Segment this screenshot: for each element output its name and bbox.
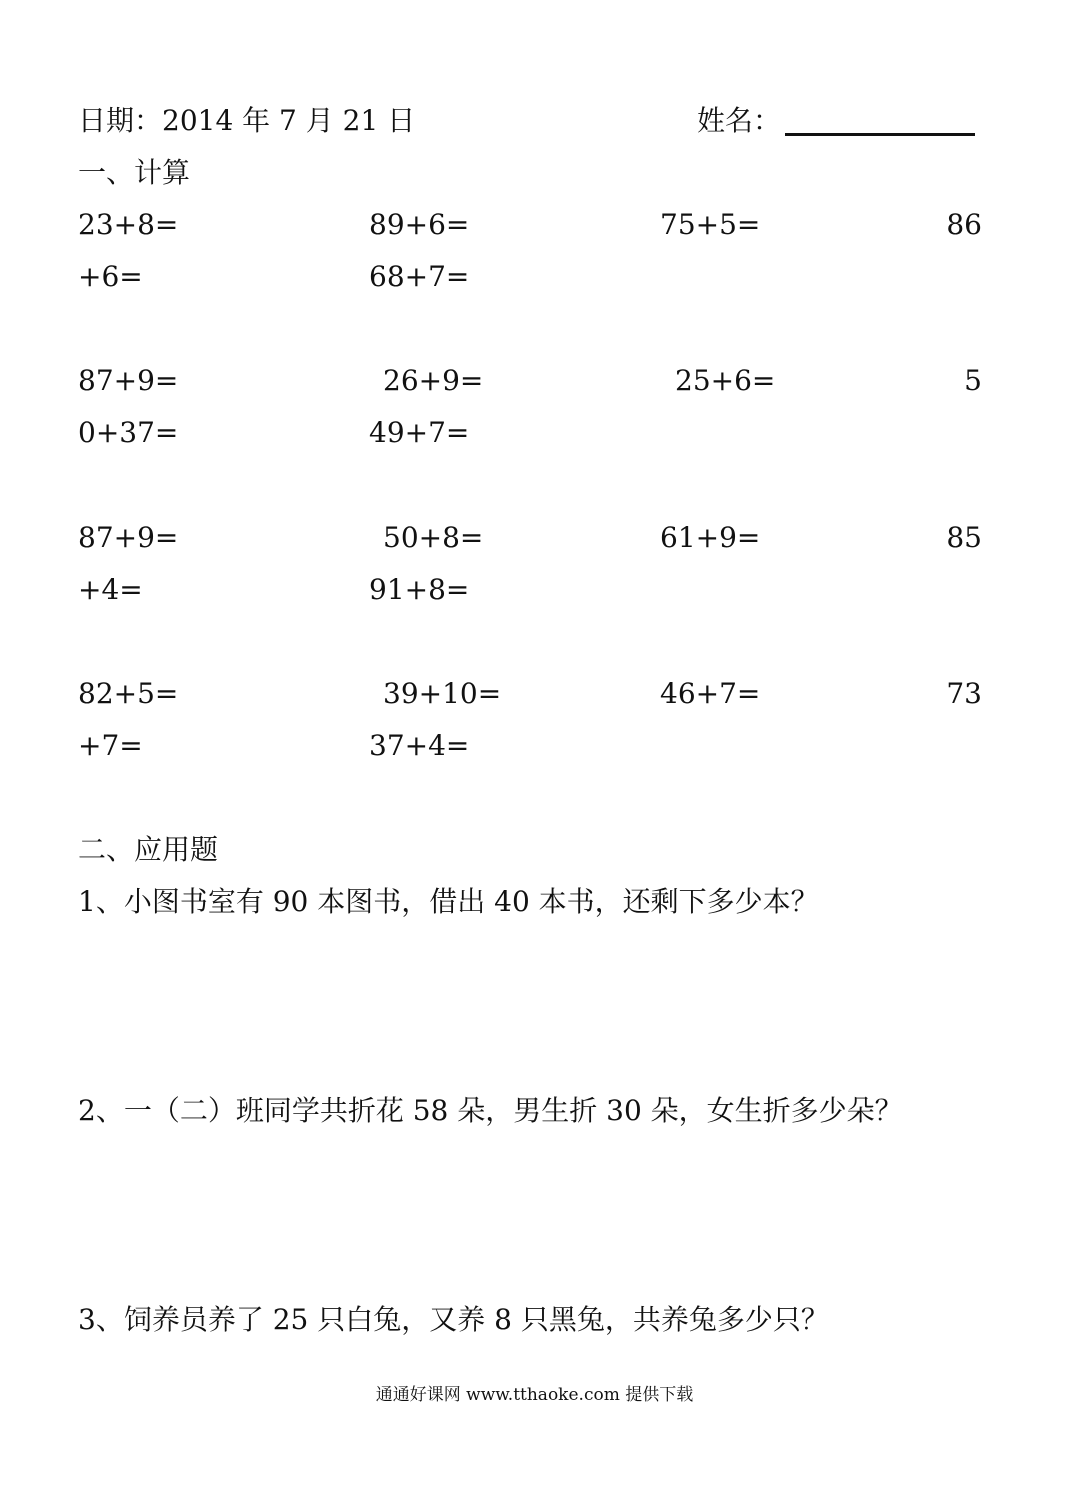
word-problem-3: 3、饲养员养了 25 只白兔，又养 8 只黑兔，共养兔多少只？	[78, 1303, 829, 1336]
calc-problem-wrap-end: +4=	[78, 573, 143, 606]
name-blank-line[interactable]	[785, 133, 975, 136]
calc-problem: 23+8=	[78, 208, 179, 241]
calc-problem-wrap-end: +6=	[78, 260, 143, 293]
calc-problem: 50+8=	[383, 521, 484, 554]
calc-problem: 49+7=	[369, 416, 470, 449]
calc-problem: 87+9=	[78, 364, 179, 397]
calc-problem: 91+8=	[369, 573, 470, 606]
name-label: 姓名：	[697, 104, 782, 137]
calc-problem: 87+9=	[78, 521, 179, 554]
section-calculation-title: 一、计算	[78, 156, 191, 189]
calc-problem: 68+7=	[369, 260, 470, 293]
calc-problem: 37+4=	[369, 729, 470, 762]
word-problem-2: 2、一（二）班同学共折花 58 朵，男生折 30 朵，女生折多少朵？	[78, 1094, 903, 1127]
word-problem-1: 1、小图书室有 90 本图书，借出 40 本书，还剩下多少本？	[78, 885, 819, 918]
footer-credit: 通通好课网 www.tthaoke.com 提供下载	[375, 1385, 694, 1405]
calc-problem: 75+5=	[660, 208, 761, 241]
calc-problem-wrap-start: 86	[946, 208, 982, 241]
calc-problem: 89+6=	[369, 208, 470, 241]
calc-problem-wrap-end: 0+37=	[78, 416, 179, 449]
calc-problem: 82+5=	[78, 677, 179, 710]
calc-problem-wrap-end: +7=	[78, 729, 143, 762]
calc-problem: 46+7=	[660, 677, 761, 710]
calc-problem: 61+9=	[660, 521, 761, 554]
calc-problem-wrap-start: 5	[964, 364, 982, 397]
section-word-problems-title: 二、应用题	[78, 833, 219, 866]
date-label: 日期：2014 年 7 月 21 日	[78, 104, 416, 137]
calc-problem: 39+10=	[383, 677, 502, 710]
calc-problem-wrap-start: 85	[946, 521, 982, 554]
calc-problem: 25+6=	[675, 364, 776, 397]
calc-problem: 26+9=	[383, 364, 484, 397]
calc-problem-wrap-start: 73	[946, 677, 982, 710]
